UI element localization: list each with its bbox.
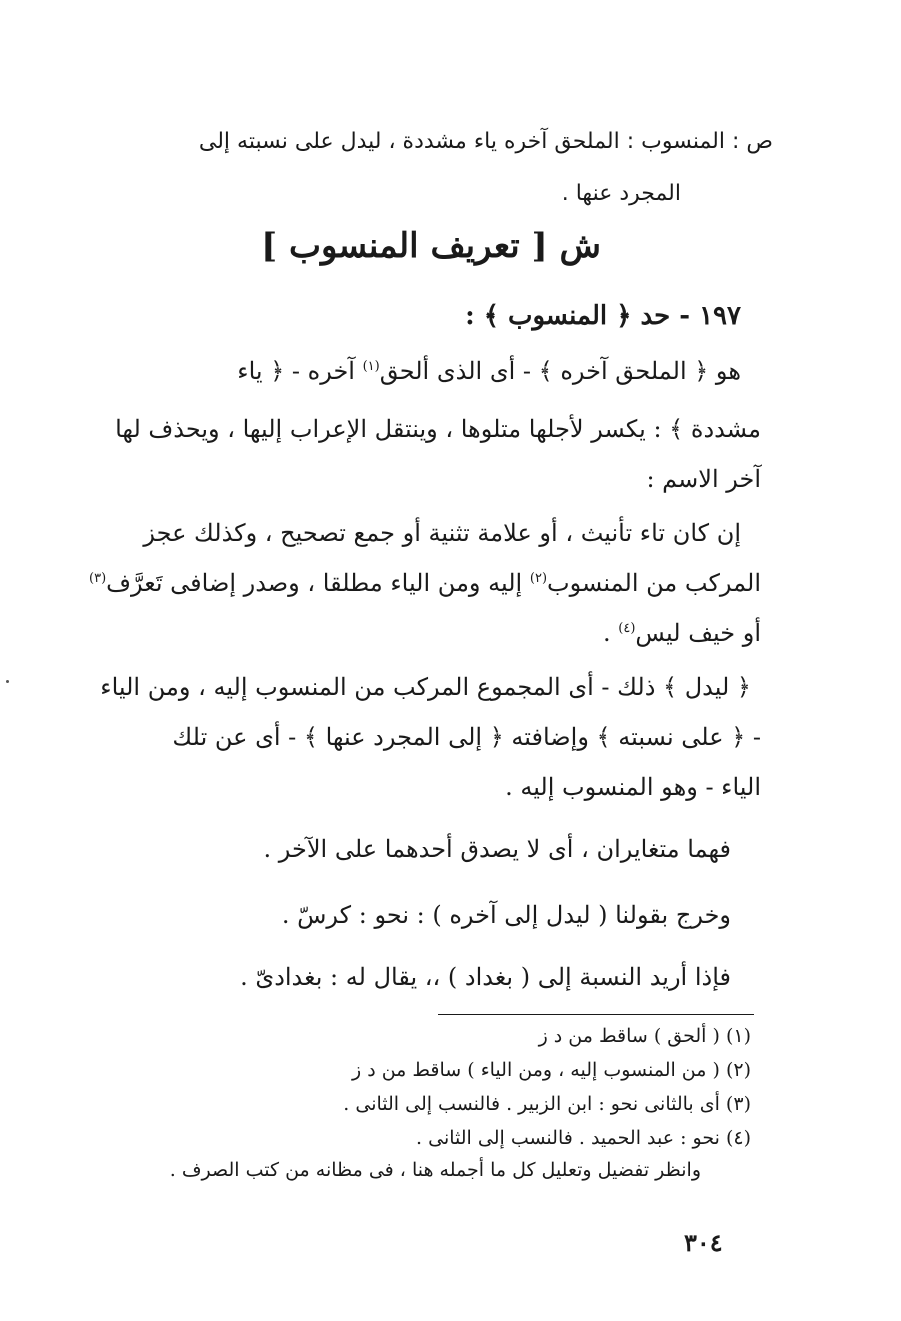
baghdad-line: فإذا أريد النسبة إلى ( بغداد ) ،، يقال له : بغدادىّ . xyxy=(240,963,731,991)
paragraph-197-line-2: مشددة ﴾ : يكسر لأجلها متلوها ، وينتقل الإعراب إليها ، ويحذف لها xyxy=(115,415,761,443)
conditions-line-1: إن كان تاء تأنيث ، أو علامة تثنية أو جمع تصحيح ، وكذلك عجز xyxy=(143,519,741,547)
footnote-ref-1: (١) xyxy=(362,359,380,374)
page-number: ٣٠٤ xyxy=(684,1228,723,1257)
explain-line-2: - ﴿ على نسبته ﴾ وإضافته ﴿ إلى المجرد عنها ﴾ - أى عن تلك xyxy=(172,723,761,751)
paragraph-197-line-1-text-a: هو ﴿ الملحق آخره ﴾ - أى الذى ألحق xyxy=(379,357,741,385)
footnote-separator xyxy=(438,1014,754,1015)
paragraph-197-line-1-text-b: آخره - ﴿ ياء xyxy=(237,357,355,385)
paragraph-197-heading: ١٩٧ - حد ﴿ المنسوب ﴾ : xyxy=(465,301,741,331)
conditions-line-3-text-b: . xyxy=(602,619,611,647)
footnote-1: (١) ( ألحق ) ساقط من د ز xyxy=(538,1025,751,1047)
footnote-ref-4: (٤) xyxy=(618,621,636,636)
conditions-line-3 xyxy=(80,618,761,649)
footnote-ref-3: (٣) xyxy=(89,571,107,586)
explain-line-1: ﴿ ليدل ﴾ ذلك - أى المجموع المركب من المنسوب إليه ، ومن الياء xyxy=(100,673,751,701)
different-line: فهما متغايران ، أى لا يصدق أحدهما على الآخر . xyxy=(263,835,731,863)
conditions-line-2-text-b: إليه ومن الياء مطلقا ، وصدر إضافى تَعرَّف xyxy=(106,569,523,597)
footnote-note: وانظر تفضيل وتعليل كل ما أجمله هنا ، فى مظانه من كتب الصرف . xyxy=(169,1159,701,1181)
margin-speck xyxy=(6,680,9,683)
conditions-line-2 xyxy=(86,568,761,599)
footnote-3: (٣) أى بالثانى نحو : ابن الزبير . فالنسب إلى الثانى . xyxy=(343,1093,751,1115)
footnote-2: (٢) ( من المنسوب إليه ، ومن الياء ) ساقط من د ز xyxy=(352,1059,751,1081)
matn-line-2: المجرد عنها . xyxy=(561,181,681,206)
excluded-line: وخرج بقولنا ( ليدل إلى آخره ) : نحو : كرسّ . xyxy=(281,901,731,929)
footnote-ref-2: (٢) xyxy=(529,571,548,586)
footnote-4: (٤) نحو : عبد الحميد . فالنسب إلى الثانى . xyxy=(416,1127,751,1149)
matn-line-1: ص : المنسوب : الملحق آخره ياء مشددة ، ليدل على نسبته إلى xyxy=(198,129,773,154)
conditions-line-2-text-a: المركب من المنسوب xyxy=(547,569,761,597)
paragraph-197-line-3: آخر الاسم : xyxy=(646,465,761,493)
conditions-line-3-text-a: أو خيف ليس xyxy=(635,619,761,647)
explain-line-3: الياء - وهو المنسوب إليه . xyxy=(505,773,761,801)
paragraph-197-line-1 xyxy=(86,356,741,387)
section-title: ش [ تعريف المنسوب ] xyxy=(261,226,601,266)
